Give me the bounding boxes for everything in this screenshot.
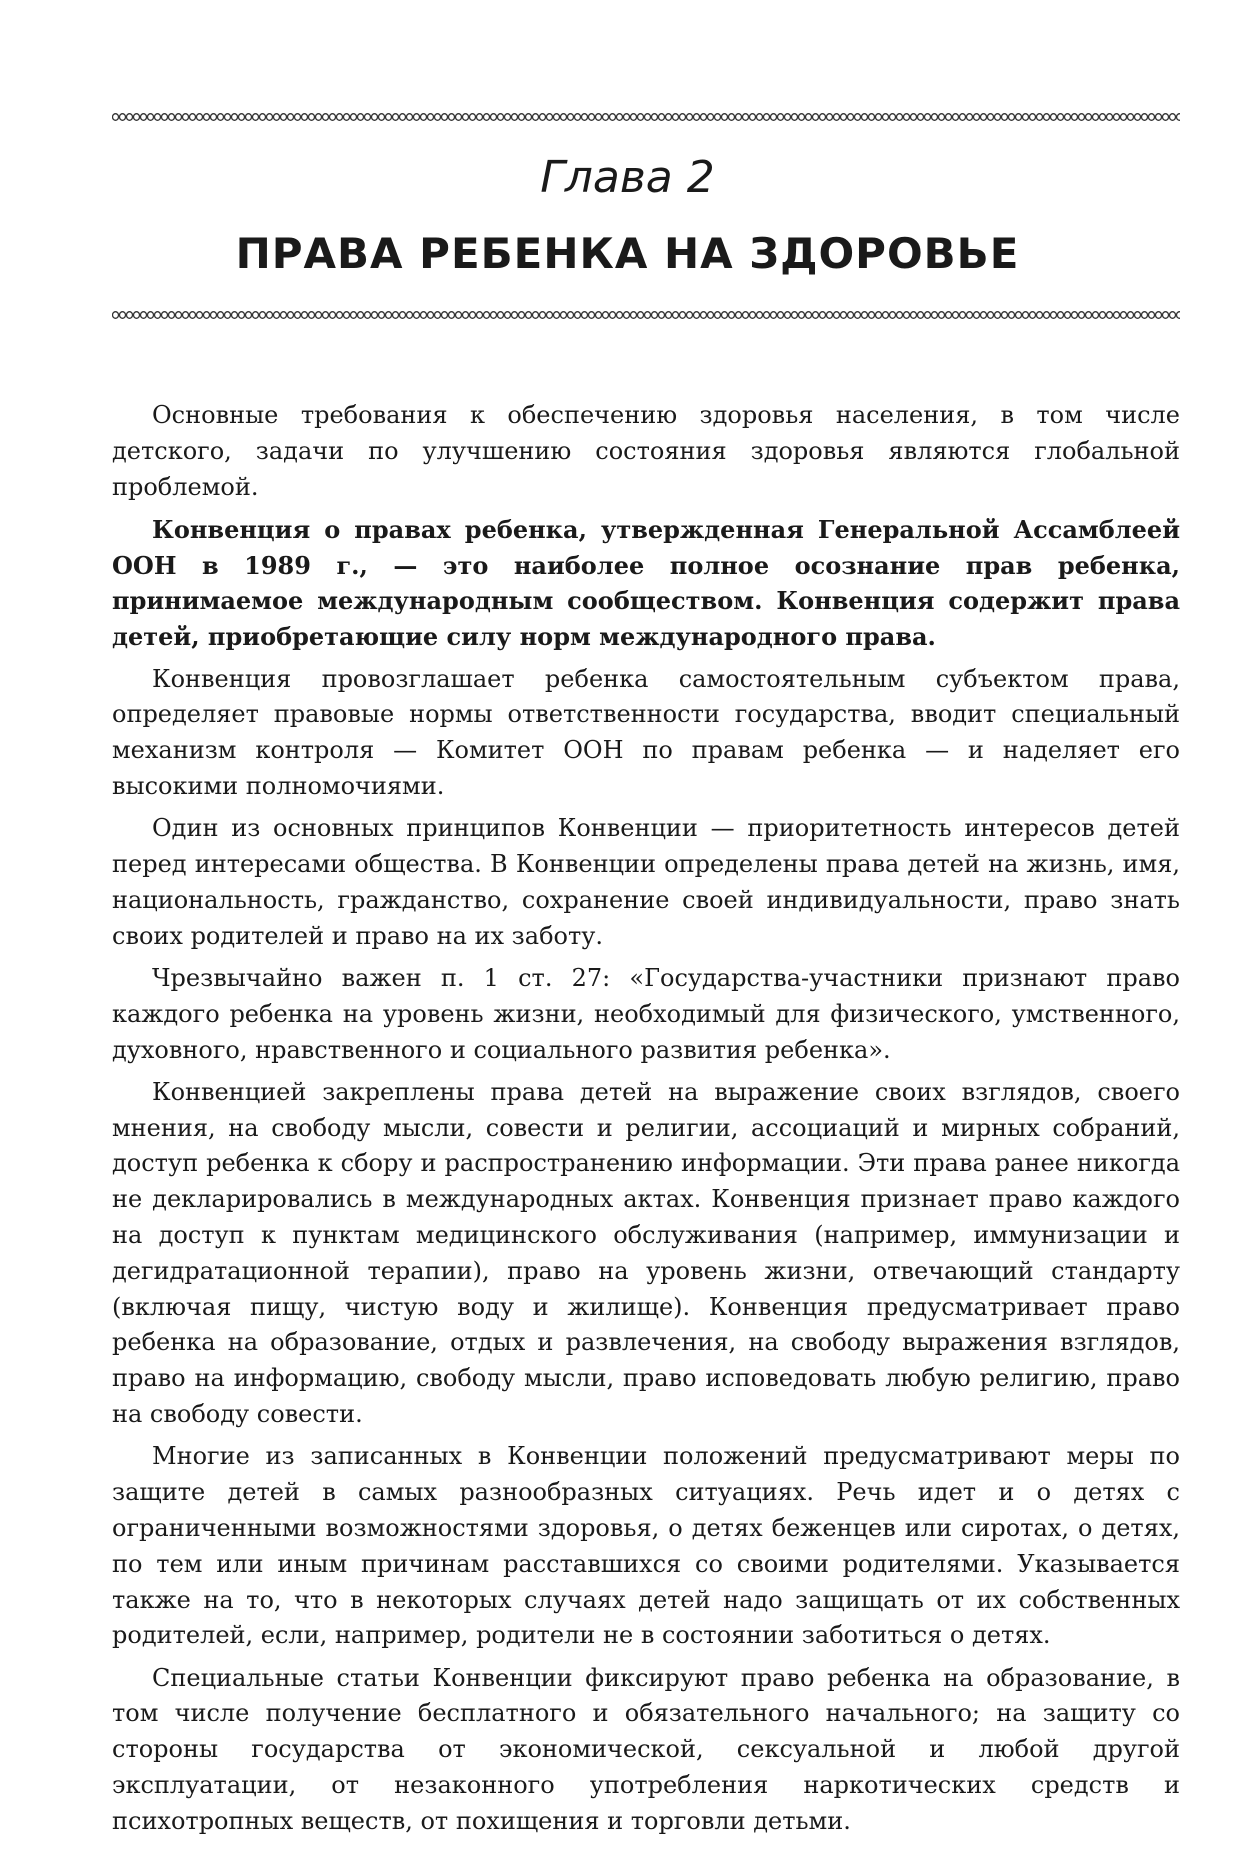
paragraph-rights-expression: Конвенцией закреплены права детей на выражение своих взглядов, своего мнения, на свободу мысли, совести и религии, ассоциаций и мирных собраний, доступ ребенка к сбору и распространению информации. Эти права ранее никогда не декларировались в международных актах. Конвенция признает право каждого на доступ к пунктам медицинского обслуживания (например, иммунизации и дегидратационной терапии), право на уровень жизни, отвечающий стандарту (включая пищу, чистую воду и жилище). Конвенция предусматривает право ребенка на образование, отдых и развлечения, на свободу выражения взглядов, право на информацию, свободу мысли, право исповедовать любую религию, право на свободу совести. [112, 1077, 1180, 1429]
paragraph-article-27: Чрезвычайно важен п. 1 ст. 27: «Государства-участники признают право каждого ребенка на уровень жизни, необходимый для физического, умственного, духовного, нравственного и социального развития ребенка». [112, 963, 1180, 1064]
ornament-chain-bottom [112, 310, 1180, 320]
chapter-number: Глава 2 [540, 152, 715, 203]
paragraph-intro: Основные требования к обеспечению здоровья населения, в том числе детского, задачи по улучшению состояния здоровья являются глобальной проблемой. [112, 401, 1180, 501]
chapter-body [112, 398, 1180, 1846]
paragraph-protection: Многие из записанных в Конвенции положений предусматривают меры по защите детей в самых разнообразных ситуациях. Речь идет и о детях с ограниченными возможностями здоровья, о детях беженцев или сиротах, о детях, по тем или иным причинам расставшихся со своими родителями. Указывается также на то, что в некоторых случаях детей надо защищать от их собственных родителей, если, например, родители не в состоянии заботиться о детях. [112, 1442, 1180, 1650]
top-ornament-border [112, 112, 1180, 122]
bottom-ornament-border [112, 310, 1180, 320]
ornament-chain-top [112, 112, 1180, 122]
paragraph-convention-highlight: Конвенция о правах ребенка, утвержденная Генеральной Ассамблеей ООН в 1989 г., — это наиболее полное осознание прав ребенка, принимаемое международным сообществом. Конвенция содержит права детей, приобретающие силу норм международного права. [112, 514, 1180, 652]
paragraph-convention-subject: Конвенция провозглашает ребенка самостоятельным субъектом права, определяет правовые нормы ответственности государства, вводит специальный механизм контроля — Комитет ООН по правам ребенка — и наделяет его высокими полномочиями. [112, 664, 1180, 800]
paragraph-principles: Один из основных принципов Конвенции — приоритетность интересов детей перед интересами общества. В Конвенции определены права детей на жизнь, имя, национальность, гражданство, сохранение своей индивидуальности, право знать своих родителей и право на их заботу. [112, 814, 1180, 950]
paragraph-special-articles: Специальные статьи Конвенции фиксируют право ребенка на образование, в том числе получение бесплатного и обязательного начального; на защиту со стороны государства от экономической, сексуальной и любой другой эксплуатации, от незаконного употребления наркотических средств и психотропных веществ, от похищения и торговли детьми. [112, 1663, 1180, 1835]
chapter-title: ПРАВА РЕБЕНКА НА ЗДОРОВЬЕ [235, 229, 1020, 278]
